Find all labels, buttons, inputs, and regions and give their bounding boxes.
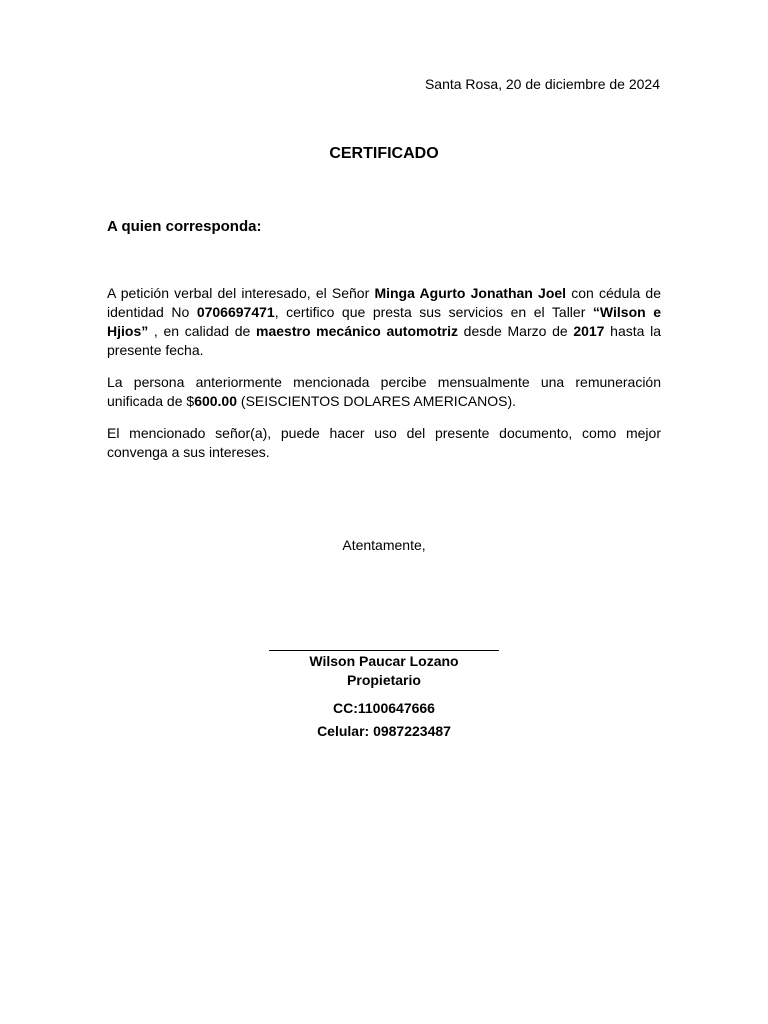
salary-amount: 600.00 — [194, 393, 238, 409]
signer-name: Wilson Paucar Lozano — [309, 653, 459, 669]
p1-text-1: A petición verbal del interesado, el Señor — [107, 285, 375, 301]
closing-text: Atentamente, — [342, 537, 426, 553]
signature-line — [269, 650, 499, 651]
date-line: Santa Rosa, 20 de diciembre de 2024 — [424, 76, 660, 92]
signer-role: Propietario — [347, 672, 421, 688]
salutation: A quien corresponda: — [107, 218, 262, 235]
id-number: 0706697471 — [196, 304, 275, 320]
document-title: CERTIFICADO — [329, 145, 439, 162]
p2-text-1: La persona anteriormente mencionada percibe mensualmente una remuneración unificada de $ — [107, 374, 661, 409]
signer-phone: Celular: 0987223487 — [317, 723, 451, 739]
p1-text-6: hasta la presente fecha. — [107, 323, 661, 358]
start-year: 2017 — [573, 323, 605, 339]
paragraph-salary — [107, 373, 661, 411]
p1-text-4: , en calidad de — [148, 323, 257, 339]
job-role: maestro mecánico automotriz — [256, 323, 458, 339]
p2-text-2: (SEISCIENTOS DOLARES AMERICANOS). — [237, 393, 517, 409]
employee-name: Minga Agurto Jonathan Joel — [374, 285, 567, 301]
p1-text-2: con cédula de identidad No — [107, 285, 661, 320]
paragraph-usage: El mencionado señor(a), puede hacer uso del presente documento, como mejor convenga a sus intereses. — [107, 425, 661, 460]
workshop-name: “Wilson e Hjios” — [107, 304, 662, 339]
signer-id: CC:1100647666 — [333, 700, 435, 716]
document-body — [107, 284, 661, 475]
p1-text-3: , certifico que presta sus servicios en el Taller — [274, 304, 593, 320]
p1-text-5: desde Marzo de — [458, 323, 574, 339]
paragraph-certification — [107, 284, 661, 360]
